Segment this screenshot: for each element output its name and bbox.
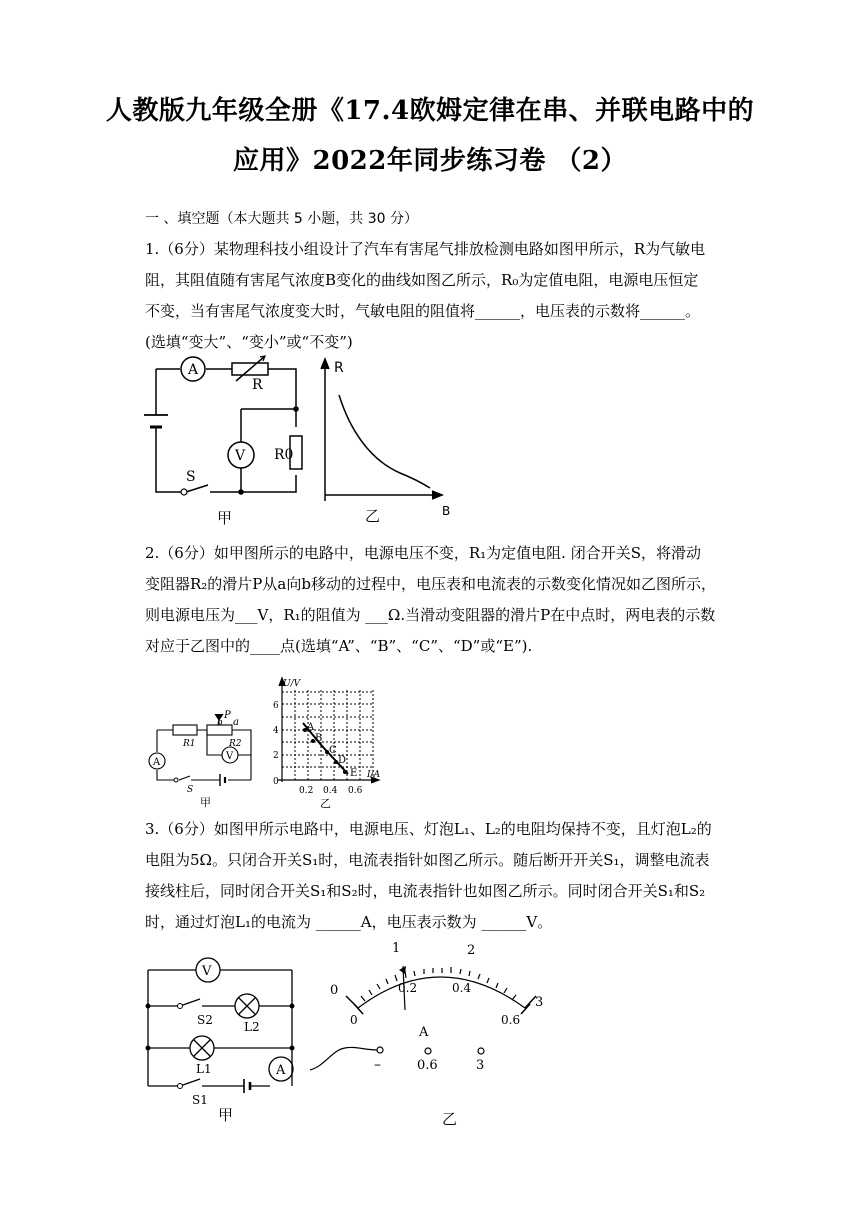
q1-resistor-r0-label: R0 <box>274 447 294 463</box>
question-1-figure <box>140 355 470 525</box>
q2-axis-y-label: U/V <box>283 679 301 689</box>
q2-r1-label: R1 <box>183 739 196 749</box>
q2-voltmeter-label: V <box>226 751 234 762</box>
q3-caption-right: 乙 <box>442 1110 458 1128</box>
q2-point-c: C <box>329 745 337 756</box>
question-3-line-1: 3.（6分）如图甲所示电路中，电源电压、灯泡L₁、L₂的电阻均保持不变，且灯泡L₂的 <box>145 820 712 838</box>
q2-caption-left: 甲 <box>200 796 211 809</box>
question-3-line-2: 电阻为5Ω。只闭合开关S₁时，电流表指针如图乙所示。随后断开开关S₁，调整电流表 <box>145 851 710 869</box>
question-1-line-4: (选填“变大”、“变小”或“不变”) <box>145 333 353 351</box>
q2-slider-p: P <box>224 710 231 721</box>
q2-x-tick-0-4: 0.4 <box>323 786 338 796</box>
q2-point-d: D <box>338 755 347 766</box>
q2-switch-label: S <box>187 785 194 795</box>
q3-inner-scale-0-4: 0.4 <box>452 981 472 995</box>
q1-ammeter-label: A <box>188 362 199 378</box>
q3-meter-unit: A <box>419 1025 429 1040</box>
question-3-figure <box>140 938 560 1128</box>
question-3-line-4: 时，通过灯泡L₁的电流为 ______A，电压表示数为 ______V。 <box>145 913 553 931</box>
q2-y-tick-0: 0 <box>273 777 279 787</box>
q2-x-tick-0-2: 0.2 <box>299 786 314 796</box>
q3-outer-scale-0: 0 <box>330 983 339 998</box>
question-2-line-3: 则电源电压为___V，R₁的阻值为 ___Ω.当滑动变阻器的滑片P在中点时，两电表的示数 <box>145 606 716 624</box>
q2-point-a: A <box>307 722 315 733</box>
q3-terminal-0-6: 0.6 <box>417 1058 438 1073</box>
question-1-line-3: 不变，当有害尾气浓度变大时，气敏电阻的阻值将______，电压表的示数将______。 <box>145 302 701 320</box>
q2-r2-label: R2 <box>229 739 242 749</box>
q2-caption-right: 乙 <box>320 797 331 810</box>
q1-switch-label: S <box>186 469 196 485</box>
q2-y-tick-2: 2 <box>273 751 279 761</box>
q3-ammeter-label: A <box>276 1063 286 1078</box>
q1-caption-right: 乙 <box>365 507 381 525</box>
q1-caption-left: 甲 <box>217 509 233 527</box>
question-2-figure <box>145 670 385 810</box>
q1-axis-x-label: B <box>442 504 451 518</box>
q3-voltmeter-label: V <box>202 964 212 979</box>
q3-lamp-l1-label: L1 <box>196 1062 212 1076</box>
q3-switch-s2-label: S2 <box>197 1013 213 1027</box>
question-3 <box>145 814 725 938</box>
q2-y-tick-6: 6 <box>273 701 279 711</box>
q3-outer-scale-3: 3 <box>535 995 544 1010</box>
page-title-line2: 应用》2022年同步练习卷 （2） <box>232 146 627 176</box>
q2-axis-x-label: I/A <box>367 770 381 780</box>
question-2-line-4: 对应于乙图中的____点(选填“A”、“B”、“C”、“D”或“E”). <box>145 637 533 655</box>
q2-terminal-a: a <box>233 717 239 728</box>
q3-switch-s1-label: S1 <box>192 1093 208 1107</box>
q2-point-e: E <box>350 768 358 779</box>
question-2-line-2: 变阻器R₂的滑片P从a向b移动的过程中，电压表和电流表的示数变化情况如乙图所示， <box>145 575 716 593</box>
question-3-line-3: 接线柱后，同时闭合开关S₁和S₂时，电流表指针也如图乙所示。同时闭合开关S₁和S₂ <box>145 882 706 900</box>
q1-voltmeter-label: V <box>235 448 246 464</box>
q3-outer-scale-1: 1 <box>392 941 401 956</box>
q1-axis-y-label: R <box>334 360 344 376</box>
question-2 <box>145 538 725 662</box>
q3-inner-scale-0-6: 0.6 <box>501 1013 521 1027</box>
q2-y-tick-4: 4 <box>273 726 279 736</box>
q2-terminal-b: b <box>217 718 223 728</box>
page-title-line1: 人教版九年级全册《17.4欧姆定律在串、并联电路中的 <box>105 96 755 126</box>
question-1 <box>145 234 725 358</box>
q1-resistor-r-label: R <box>252 377 263 393</box>
q3-lamp-l2-label: L2 <box>244 1020 260 1034</box>
section-heading: 一 、填空题（本大题共 5 小题，共 30 分） <box>145 211 418 227</box>
question-1-line-2: 阻，其阻值随有害尾气浓度B变化的曲线如图乙所示，R₀为定值电阻，电源电压恒定 <box>145 271 699 289</box>
q2-point-b: B <box>315 733 323 744</box>
q2-ammeter-label: A <box>153 757 161 768</box>
q3-outer-scale-2: 2 <box>467 943 476 958</box>
question-1-line-1: 1.（6分）某物理科技小组设计了汽车有害尾气排放检测电路如图甲所示，R为气敏电 <box>145 240 706 258</box>
q3-caption-left: 甲 <box>218 1106 234 1124</box>
q2-x-tick-0-6: 0.6 <box>348 786 363 796</box>
q3-terminal-minus: – <box>374 1057 381 1073</box>
question-2-line-1: 2.（6分）如甲图所示的电路中，电源电压不变，R₁为定值电阻. 闭合开关S，将滑动 <box>145 544 701 562</box>
q3-inner-scale-0: 0 <box>350 1013 358 1027</box>
q3-terminal-3: 3 <box>476 1058 485 1073</box>
q3-inner-scale-0-2: 0.2 <box>398 981 418 995</box>
